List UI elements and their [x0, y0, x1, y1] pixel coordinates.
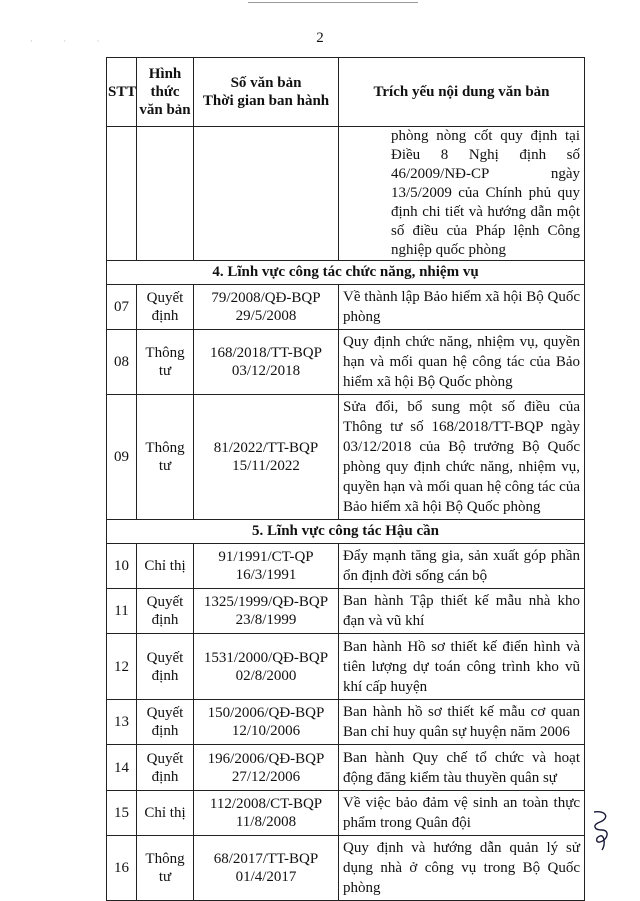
cell-stt: 13: [107, 700, 137, 745]
header-form: Hình thức văn bản: [137, 58, 194, 127]
document-table: [106, 57, 585, 901]
cell-summary: Ban hành hồ sơ thiết kế mẫu cơ quan Ban chỉ huy quân sự huyện năm 2006: [339, 700, 585, 745]
cell-number: 1325/1999/QĐ-BQP: [203, 594, 329, 610]
cell-form: Thông tư: [137, 330, 194, 395]
table-row: [107, 700, 585, 745]
cell-number: 150/2006/QĐ-BQP: [207, 705, 325, 721]
section-heading-4: [107, 261, 585, 285]
cell-number-date: [194, 634, 339, 700]
cell-date: 02/8/2000: [235, 667, 297, 684]
cell-stt: 15: [107, 791, 137, 836]
cell-summary: Ban hành Quy chế tổ chức và hoạt động đăng kiểm tàu thuyền quân sự: [339, 745, 585, 791]
header-summary: Trích yếu nội dung văn bản: [339, 58, 585, 127]
cell-form: Quyết định: [137, 634, 194, 700]
cell-summary: Ban hành Hồ sơ thiết kế điển hình và tiên lượng dự toán công trình kho vũ khí cấp huyện: [339, 634, 585, 700]
cell-date: 03/12/2018: [231, 363, 301, 379]
cell-stt: 09: [107, 395, 137, 520]
cell-number-date: [194, 745, 339, 791]
cell-number: 112/2008/CT-BQP: [209, 796, 323, 812]
cell-form: Quyết định: [137, 745, 194, 791]
cell-summary: Về việc bảo đảm vệ sinh an toàn thực phẩm trong Quân đội: [339, 791, 585, 836]
cell-form: Quyết định: [137, 700, 194, 745]
cell-summary: Quy định chức năng, nhiệm vụ, quyền hạn và mối quan hệ công tác của Bảo hiểm xã hội Bộ Quốc phòng: [339, 330, 585, 395]
cell-summary: Sửa đổi, bổ sung một số điều của Thông tư số 168/2018/TT-BQP ngày 03/12/2018 của Bộ trưởng Bộ Quốc phòng quy định chức năng, nhiệm vụ, quyền hạn và mối quan hệ công tác của Bảo hiểm xã hội Bộ Quốc phòng: [339, 395, 585, 520]
cell-form: Thông tư: [137, 395, 194, 520]
cell-date: 16/3/1991: [235, 567, 297, 583]
header-stt: STT: [107, 58, 137, 127]
section-title-4: 4. Lĩnh vực công tác chức năng, nhiệm vụ: [107, 261, 585, 285]
table-row: [107, 285, 585, 330]
cell-date: 27/12/2006: [231, 768, 301, 785]
cell-number: 79/2008/QĐ-BQP: [211, 290, 321, 306]
cell-stt: 16: [107, 836, 137, 901]
cell-number-date: [194, 330, 339, 395]
cell-summary: phòng nòng cốt quy định tại Điều 8 Nghị định số 46/2009/NĐ-CP ngày 13/5/2009 của Chính phủ quy định chi tiết và hướng dẫn một số điều của Pháp lệnh Công nghiệp quốc phòng: [339, 127, 585, 261]
section-title-5: 5. Lĩnh vực công tác Hậu cần: [107, 520, 585, 544]
cell-date: 01/4/2017: [235, 869, 297, 885]
scan-top-line: [248, 2, 418, 3]
cell-form: Quyết định: [137, 589, 194, 634]
cell-number: 81/2022/TT-BQP: [213, 440, 319, 456]
cell-stt: 12: [107, 634, 137, 700]
cell-form: Thông tư: [137, 836, 194, 901]
cell-date: 12/10/2006: [231, 723, 301, 739]
cell-form: Chỉ thị: [137, 544, 194, 589]
cell-summary: Ban hành Tập thiết kế mẫu nhà kho đạn và vũ khí: [339, 589, 585, 634]
cell-stt: 07: [107, 285, 137, 330]
cell-date: 11/8/2008: [235, 814, 297, 830]
cell-form: Quyết định: [137, 285, 194, 330]
cell-stt: 10: [107, 544, 137, 589]
cell-number-date: [194, 700, 339, 745]
header-number-date: [194, 58, 339, 127]
initial-mark-signature: [586, 808, 614, 852]
cell-number: 168/2018/TT-BQP: [210, 345, 322, 361]
cell-number-date: [194, 544, 339, 589]
table-row: [107, 745, 585, 791]
cell-summary: Về thành lập Bảo hiểm xã hội Bộ Quốc phòng: [339, 285, 585, 330]
cell-summary: Đẩy mạnh tăng gia, sản xuất góp phần ổn định đời sống cán bộ: [339, 544, 585, 589]
header-number: Số văn bản: [230, 75, 302, 91]
cell-number: 91/1991/CT-QP: [218, 549, 314, 565]
scan-specks: · · ·: [30, 36, 114, 46]
table-row: [107, 395, 585, 520]
table-row: [107, 634, 585, 700]
section-heading-5: [107, 520, 585, 544]
cell-stt: 08: [107, 330, 137, 395]
cell-date: 15/11/2022: [232, 458, 300, 474]
cell-number: 68/2017/TT-BQP: [213, 851, 319, 867]
cell-date: 29/5/2008: [235, 308, 297, 324]
cell-stt: 11: [107, 589, 137, 634]
table-row: [107, 589, 585, 634]
cell-number: 1531/2000/QĐ-BQP: [203, 649, 329, 666]
cell-summary: Quy định và hướng dẫn quản lý sử dụng nhà ở công vụ trong Bộ Quốc phòng: [339, 836, 585, 901]
cell-date: 23/8/1999: [235, 612, 297, 628]
cell-number: 196/2006/QĐ-BQP: [207, 750, 325, 767]
cell-number-date: [194, 836, 339, 901]
cell-form: [137, 127, 194, 261]
table-row: [107, 544, 585, 589]
cell-form: Chỉ thị: [137, 791, 194, 836]
cell-number-date: [194, 127, 339, 261]
header-date: Thời gian ban hành: [202, 93, 330, 109]
table-row: [107, 330, 585, 395]
table-row: [107, 836, 585, 901]
cell-number-date: [194, 791, 339, 836]
cell-number-date: [194, 395, 339, 520]
cell-stt: 14: [107, 745, 137, 791]
cell-number-date: [194, 589, 339, 634]
page-number: 2: [316, 30, 324, 46]
table-row-continuation: [107, 127, 585, 261]
table-header-row: [107, 58, 585, 127]
cell-number-date: [194, 285, 339, 330]
cell-stt: [107, 127, 137, 261]
table-row: [107, 791, 585, 836]
